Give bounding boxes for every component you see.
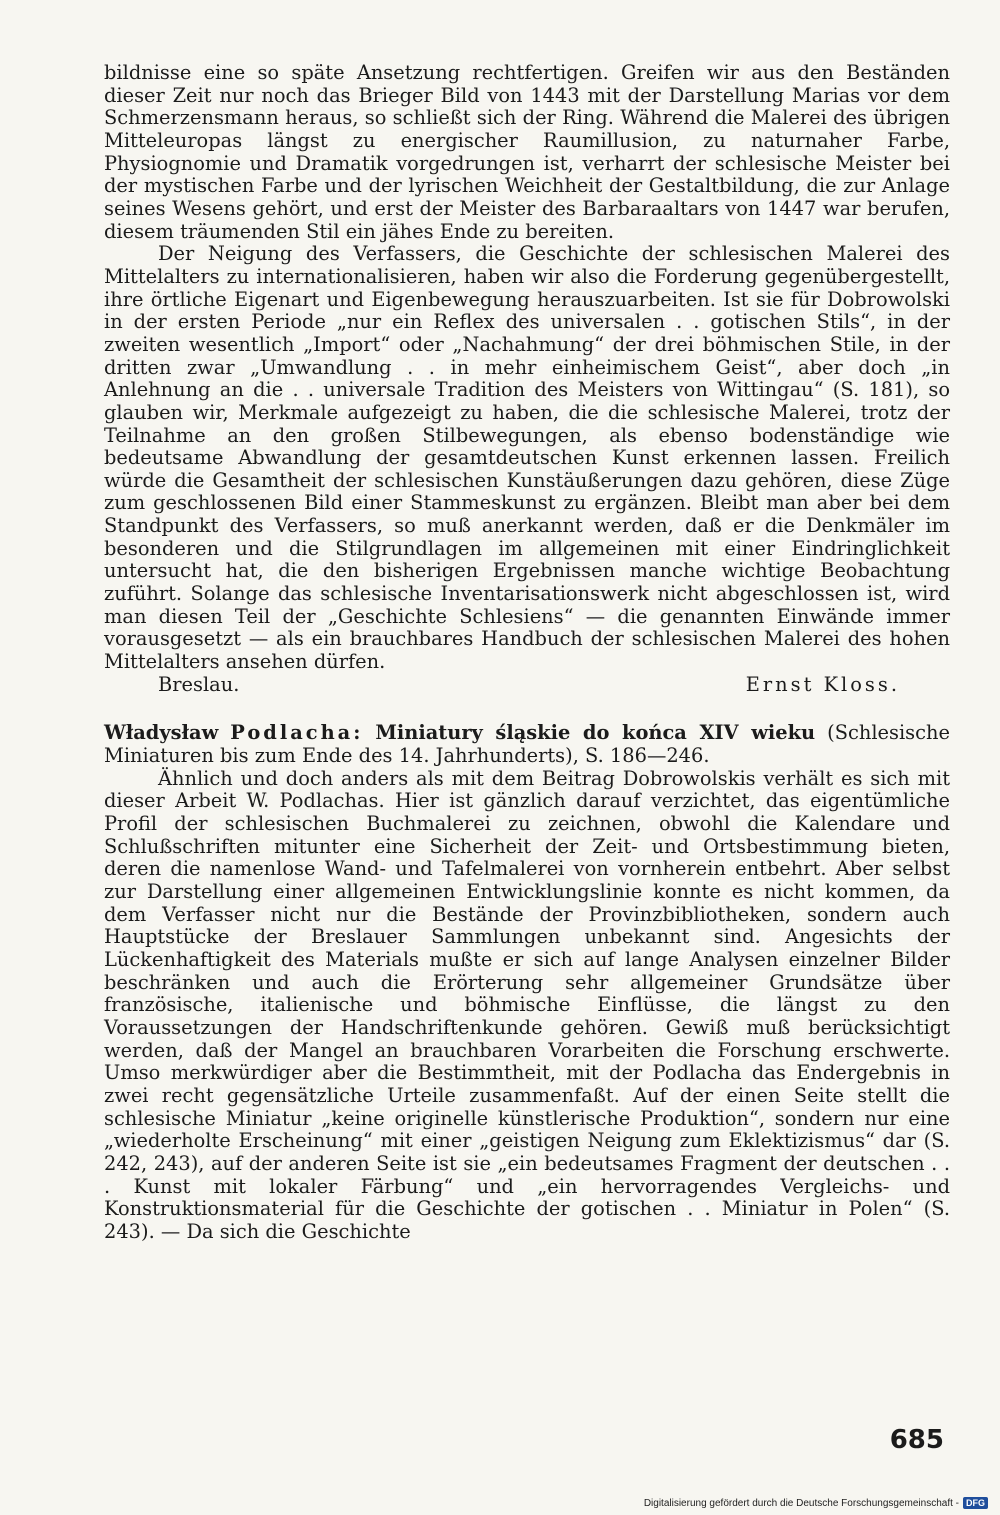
- signature-place: Breslau.: [158, 672, 240, 696]
- review-author-first: Władysław: [104, 721, 219, 745]
- section-gap: [104, 696, 950, 722]
- review-title: Miniatury śląskie do końca XIV wieku: [375, 721, 816, 745]
- review-author-surname: Podlacha:: [230, 721, 364, 745]
- paragraph-1: bildnisse eine so späte Ansetzung rechtfertigen. Greifen wir aus den Beständen dieser Zeit nur noch das Brieger Bild von 1443 mit der Darstellung Marias vor dem Schmerzensmann heraus, so schließt sich der Ring. Während die Malerei des übrigen Mitteleuropas längst zu energischer Raumillusion, zu naturnaher Farbe, Physiognomie und Dramatik vorgedrungen ist, verharrt der schlesische Meister bei der mystischen Farbe und der lyrischen Weichheit der Gestaltbildung, die zur Anlage seines Wesens gehört, und erst der Meister des Barbaraaltars von 1447 war berufen, diesem träumenden Stil ein jähes Ende zu bereiten.: [104, 61, 950, 243]
- review-subtitle: (Schlesische Miniaturen bis zum Ende des 14. Jahrhunderts), S. 186—246.: [104, 721, 950, 768]
- review-body: Ähnlich und doch anders als mit dem Beitrag Dobrowolskis verhält es sich mit dieser Arbeit W. Podlachas. Hier ist gänzlich darauf verzichtet, das eigentümliche Profil der schlesischen Buchmalerei zu zeichnen, obwohl die Kalendare und Schlußschriften mitunter eine Sicherheit der Zeit- und Ortsbestimmung bieten, deren die namenlose Wand- und Tafelmalerei von vornherein entbehrt. Aber selbst zur Darstellung einer allgemeinen Entwicklungslinie konnte es nicht kommen, da dem Verfasser nicht nur die Bestände der Provinzbibliotheken, sondern auch Hauptstücke der Breslauer Sammlungen unbekannt sind. Angesichts der Lückenhaftigkeit des Materials mußte er sich auf lange Analysen einzelner Bilder beschränken und auch die Erörterung sehr allgemeiner Grundsätze über französische, italienische und böhmische Einflüsse, die längst zu den Voraussetzungen der Handschriftenkunde gehören. Gewiß muß berücksichtigt werden, daß der Mangel an brauchbaren Vorarbeiten die Forschung erschwerte. Umso merkwürdiger aber die Bestimmtheit, mit der Podlacha das Endergebnis in zwei recht gegensätzliche Urteile zusammenfaßt. Auf der einen Seite stellt die schlesische Miniatur „keine originelle künstlerische Produktion“, sondern nur eine „wiederholte Erscheinung“ mit einer „geistigen Neigung zum Eklektizismus“ dar (S. 242, 243), auf der anderen Seite ist sie „ein bedeutsames Fragment der deutschen . . . Kunst mit lokaler Färbung“ und „ein hervorragendes Vergleichs- und Konstruktionsmaterial für die Geschichte der gotischen . . Miniatur in Polen“ (S. 243). — Da sich die Geschichte: [104, 766, 950, 1243]
- dfg-logo-icon: DFG: [963, 1497, 988, 1509]
- digitization-footer: [644, 1497, 988, 1509]
- page-content: [104, 62, 950, 1243]
- review-heading: [104, 722, 950, 767]
- signature-author: Ernst Kloss.: [745, 672, 900, 696]
- page-number: 685: [889, 1425, 944, 1455]
- footer-text: Digitalisierung gefördert durch die Deutsche Forschungsgemeinschaft -: [643, 1497, 959, 1509]
- signature-line: [104, 674, 950, 697]
- paragraph-2: Der Neigung des Verfassers, die Geschichte der schlesischen Malerei des Mittelalters zu internationalisieren, haben wir also die Forderung gegenübergestellt, ihre örtliche Eigenart und Eigenbewegung herauszuarbeiten. Ist sie für Dobrowolski in der ersten Periode „nur ein Reflex des universalen . . gotischen Stils“, in der zweiten wesentlich „Import“ oder „Nachahmung“ der drei böhmischen Stile, in der dritten zwar „Umwandlung . . in mehr einheimischem Geist“, aber doch „in Anlehnung an die . . universale Tradition des Meisters von Wittingau“ (S. 181), so glauben wir, Merkmale aufgezeigt zu haben, die die schlesische Malerei, trotz der Teilnahme an den großen Stilbewegungen, als ebenso bodenständige wie bedeutsame Abwandlung der gesamtdeutschen Kunst erkennen lassen. Freilich würde die Gesamtheit der schlesischen Kunstäußerungen dazu gehören, diese Züge zum geschlossenen Bild einer Stammeskunst zu ergänzen. Bleibt man aber bei dem Standpunkt des Verfassers, so muß anerkannt werden, daß er die Denkmäler im besonderen und die Stilgrundlagen im allgemeinen mit einer Eindringlichkeit untersucht hat, die den bisherigen Ergebnissen manche wichtige Beobachtung zuführt. Solange das schlesische Inventarisationswerk nicht abgeschlossen ist, wird man diesen Teil der „Geschichte Schlesiens“ — die genannten Einwände immer vorausgesetzt — als ein brauchbares Handbuch der schlesischen Malerei des hohen Mittelalters ansehen dürfen.: [104, 242, 950, 674]
